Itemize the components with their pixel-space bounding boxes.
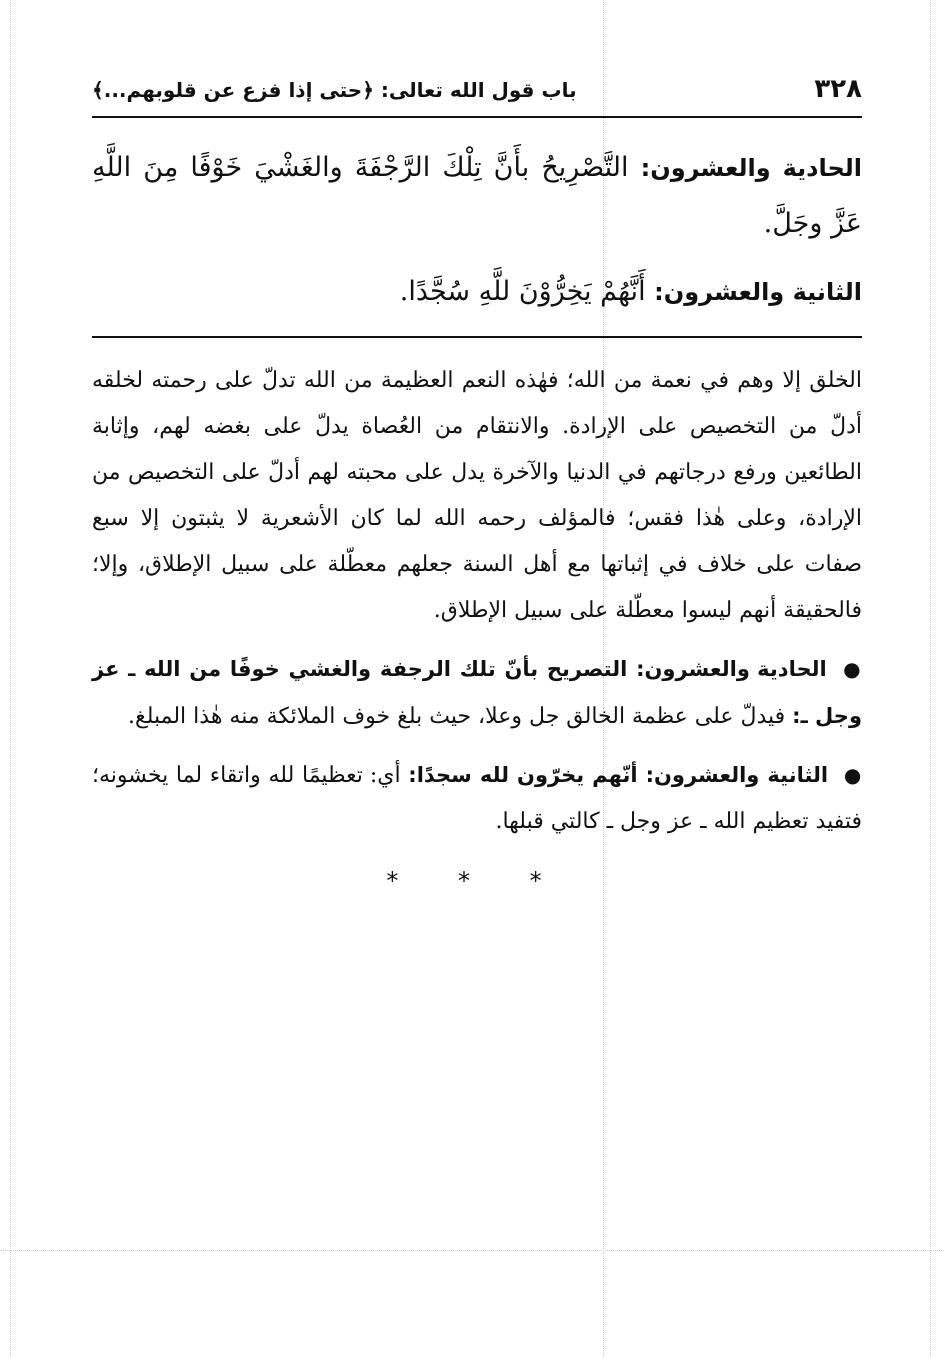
matn-point-text: أَنَّهُمْ يَخِرُّوْنَ للَّهِ سُجَّدًا. — [399, 276, 646, 307]
scan-guide-line — [0, 1250, 944, 1251]
page-number: ٣٢٨ — [814, 74, 862, 104]
commentary-item-21 — [92, 646, 862, 740]
book-page — [92, 60, 862, 895]
scan-guide-line — [930, 0, 931, 1357]
bullet-icon: ● — [843, 657, 862, 681]
matn-point-21 — [92, 140, 862, 252]
commentary-paragraph: الخلق إلا وهم في نعمة من الله؛ فهٰذه النعم العظيمة من الله تدلّ على رحمته لخلقه أدلّ من التخصيص على الإرادة. والانتقام من العُصاة يدلّ على بغضه لهم، وإثابة الطائعين ورفع درجاتهم في الدنيا والآخرة يدل على محبته لهم أدلّ على التخصيص من الإرادة، وعلى هٰذا فقس؛ فالمؤلف رحمه الله لما كان الأشعرية لا يثبتون إلا سبع صفات على خلاف في إثباتها مع أهل السنة جعلهم معطّلة على سبيل الإطلاق، وإلا؛ فالحقيقة أنهم ليسوا معطّلة على سبيل الإطلاق. — [92, 368, 862, 623]
running-title: باب قول الله تعالى: ﴿حتى إذا فزع عن قلوبهم...﴾ — [92, 78, 577, 102]
matn-point-22 — [92, 264, 862, 320]
matn-point-label: الثانية والعشرون: — [654, 278, 862, 306]
bullet-icon: ● — [843, 763, 863, 787]
section-separator: * * * — [386, 867, 568, 895]
commentary-item-heading: الحادية والعشرون: التصريح بأنّ تلك الرجفة والغشي خوفًا من الله ـ عز وجل ـ: — [92, 657, 862, 728]
commentary-item-text: فيدلّ على عظمة الخالق جل وعلا، حيث بلغ خوف الملائكة منه هٰذا المبلغ. — [128, 704, 786, 729]
commentary-item-22 — [92, 752, 862, 845]
matn-point-text: التَّصْرِيحُ بأَنَّ تِلْكَ الرَّجْفَةَ والغَشْيَ خَوْفًا مِنَ اللَّهِ عَزَّ وجَلَّ. — [92, 152, 862, 239]
commentary-section — [92, 338, 862, 895]
matn-point-label: الحادية والعشرون: — [640, 154, 862, 182]
matn-section — [92, 118, 862, 338]
commentary-item-heading: الثانية والعشرون: أنّهم يخرّون لله سجدًا: — [408, 763, 829, 787]
page-header — [92, 60, 862, 118]
scan-guide-line — [10, 0, 11, 1357]
commentary-item-text: أي: تعظيمًا لله واتقاء لما يخشونه؛ فتفيد تعظيم الله ـ عز وجل ـ كالتي قبلها. — [92, 763, 862, 834]
